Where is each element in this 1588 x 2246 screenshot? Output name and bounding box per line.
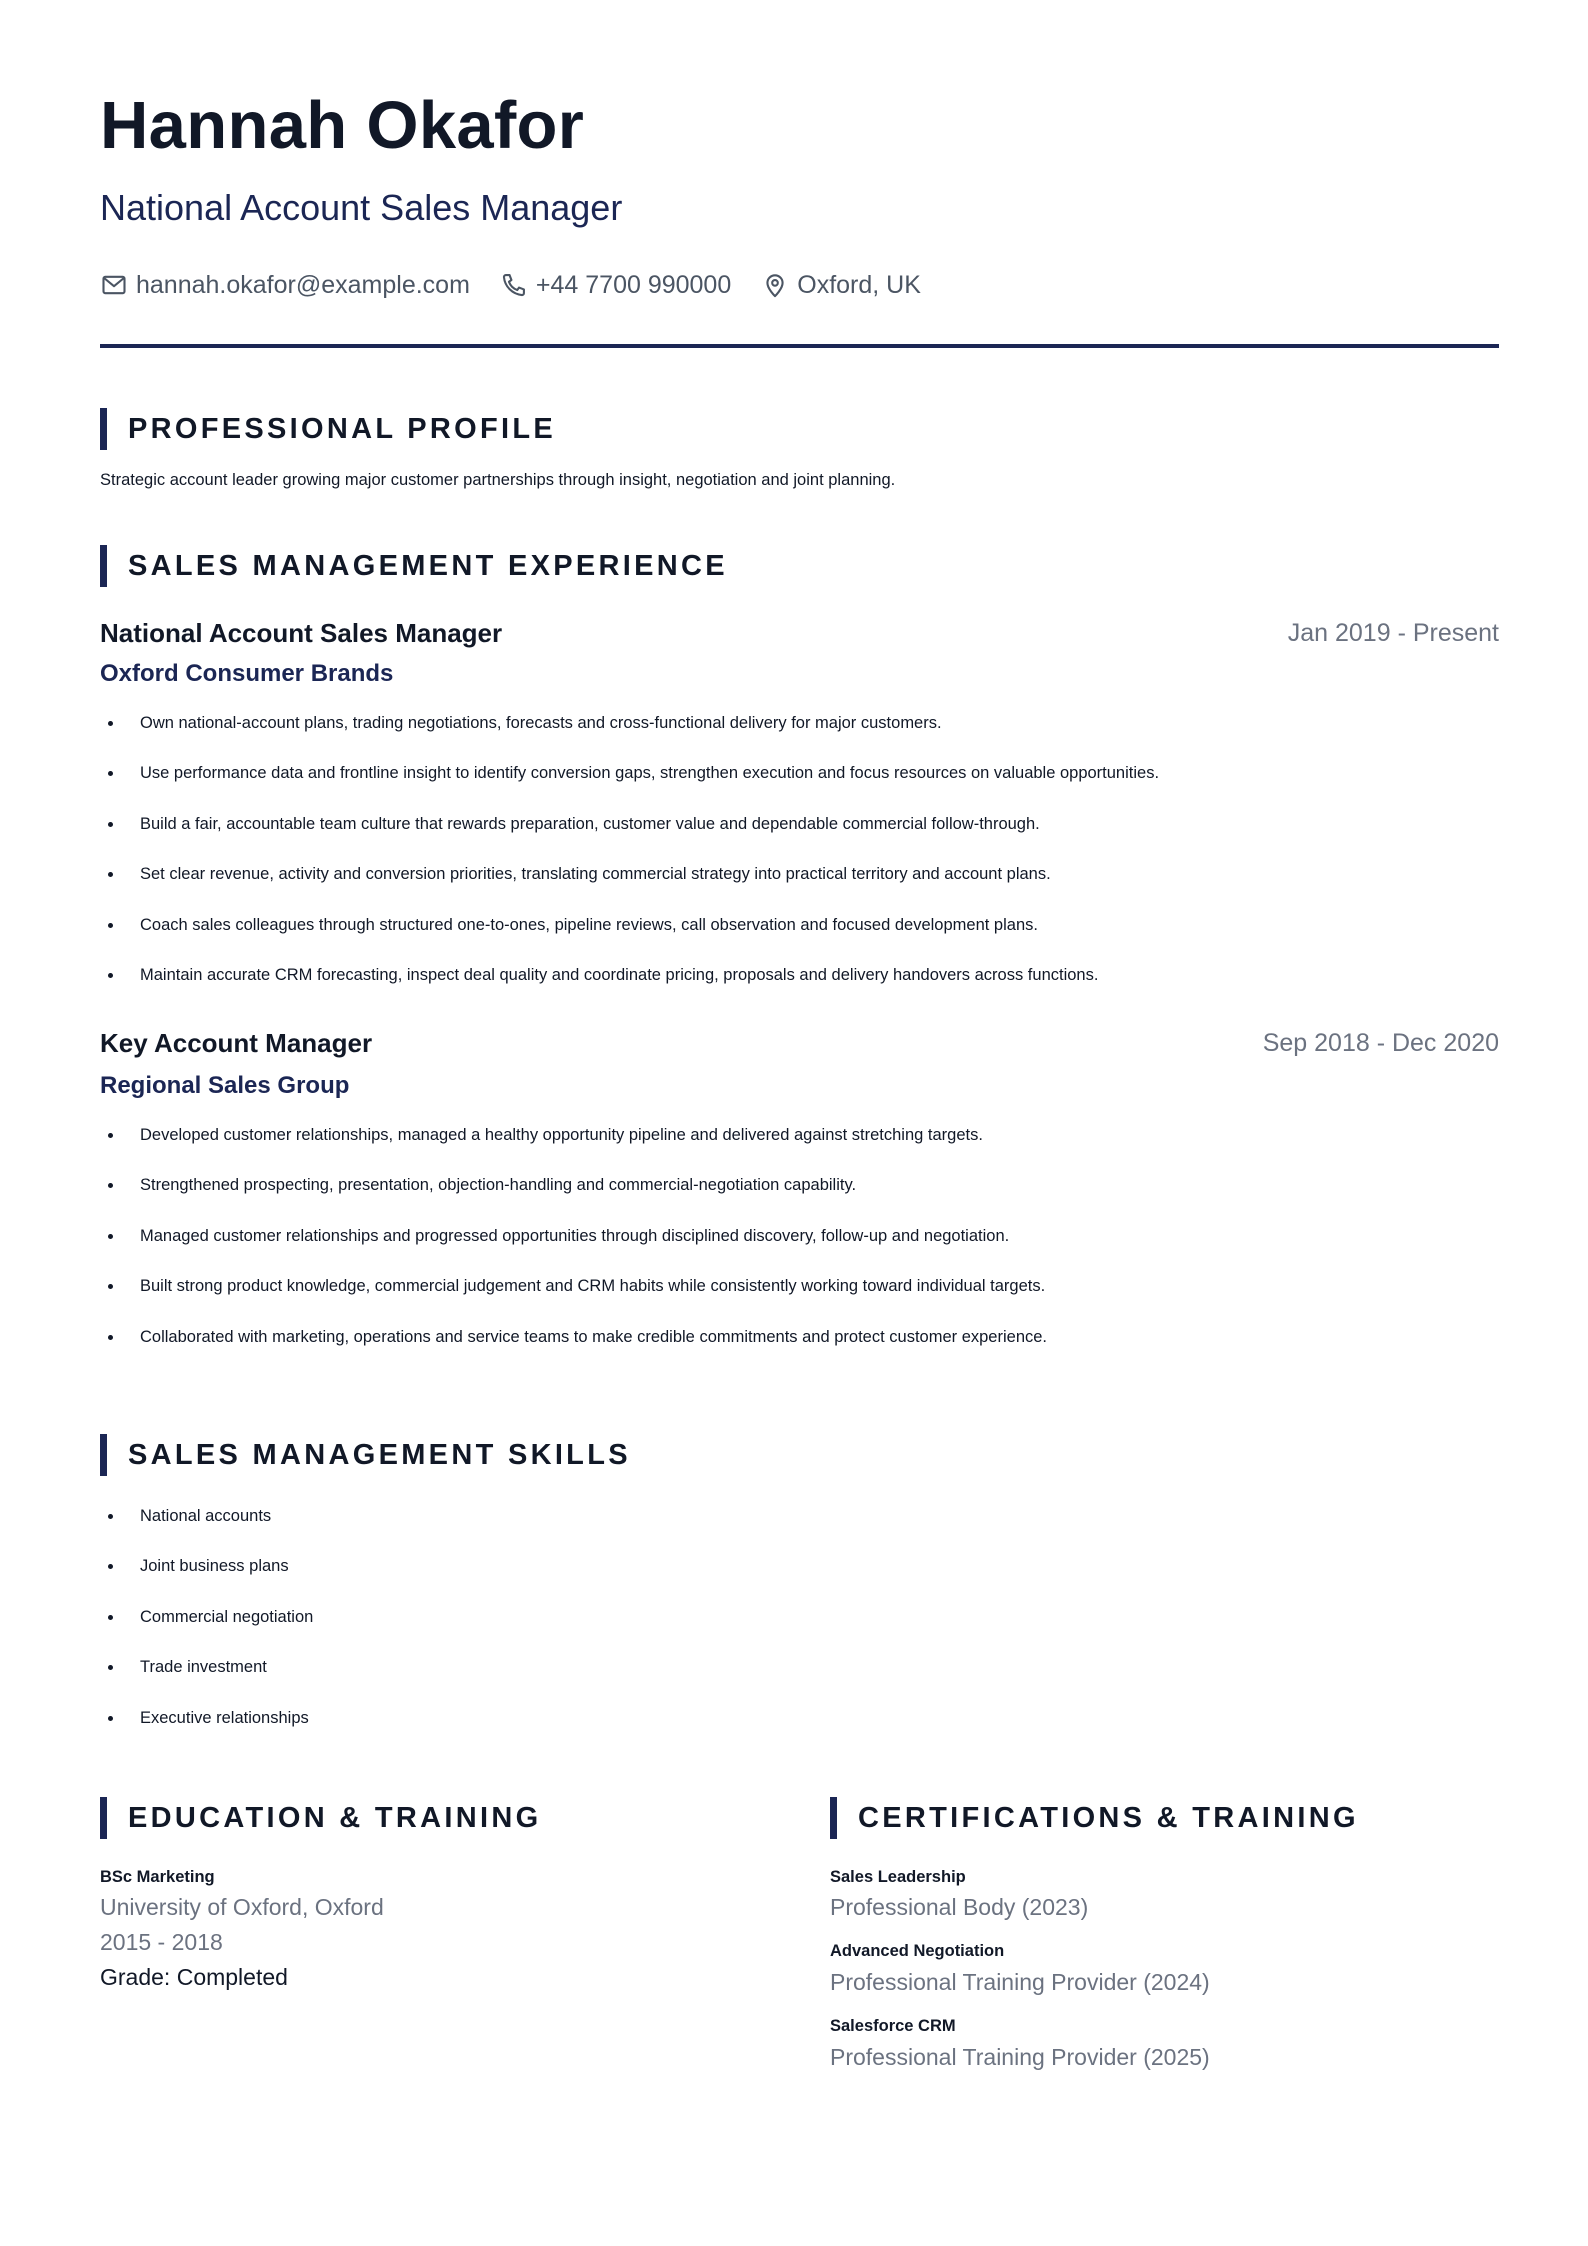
list-item: Collaborated with marketing, operations and service teams to make credible commitments and protect customer experience. — [100, 1327, 1499, 1377]
section-heading-education — [100, 1797, 541, 1839]
contact-phone[interactable] — [500, 271, 731, 299]
job-company: Regional Sales Group — [100, 1072, 350, 1099]
section-title: SALES MANAGEMENT EXPERIENCE — [128, 549, 728, 582]
section-heading-experience — [100, 545, 728, 587]
phone-icon — [500, 271, 528, 299]
skill-item: National accounts — [100, 1506, 1499, 1556]
job-dates: Jan 2019 - Present — [1287, 619, 1499, 647]
list-item: Maintain accurate CRM forecasting, inspect deal quality and coordinate pricing, proposals and delivery handovers across functions. — [100, 965, 1499, 1015]
section-accent-bar — [100, 545, 107, 587]
skills-list — [100, 1506, 1499, 1758]
list-item: Set clear revenue, activity and conversion priorities, translating commercial strategy into practical territory and account plans. — [100, 864, 1499, 914]
candidate-name: Hannah Okafor — [100, 88, 585, 163]
skill-item: Trade investment — [100, 1657, 1499, 1707]
section-title: SALES MANAGEMENT SKILLS — [128, 1438, 631, 1471]
job-bullet-list — [100, 713, 1499, 1015]
contact-row — [100, 271, 951, 299]
skill-item: Executive relationships — [100, 1708, 1499, 1758]
list-item: Use performance data and frontline insight to identify conversion gaps, strengthen execution and focus resources on valuable opportunities. — [100, 763, 1499, 813]
section-heading-profile — [100, 408, 556, 450]
section-accent-bar — [100, 1797, 107, 1839]
list-item: Build a fair, accountable team culture that rewards preparation, customer value and dependable commercial follow-through. — [100, 814, 1499, 864]
section-title: EDUCATION & TRAINING — [128, 1801, 542, 1834]
education-institution: University of Oxford, Oxford — [100, 1894, 384, 1920]
job-dates: Sep 2018 - Dec 2020 — [1262, 1029, 1499, 1057]
job-role: Key Account Manager — [100, 1028, 373, 1058]
candidate-title: National Account Sales Manager — [100, 187, 623, 228]
location-pin-icon — [761, 271, 789, 299]
contact-email[interactable] — [100, 271, 470, 299]
section-title: PROFESSIONAL PROFILE — [128, 412, 557, 445]
list-item: Managed customer relationships and progressed opportunities through disciplined discovery, follow-up and negotiation. — [100, 1226, 1499, 1276]
section-heading-certifications — [830, 1797, 1359, 1839]
section-accent-bar — [100, 1434, 107, 1476]
contact-phone-text: +44 7700 990000 — [535, 270, 732, 299]
certification-provider: Professional Training Provider (2025) — [830, 2044, 1210, 2070]
skill-item: Joint business plans — [100, 1556, 1499, 1606]
education-degree: BSc Marketing — [100, 1868, 215, 1886]
list-item: Own national-account plans, trading negotiations, forecasts and cross-functional delivery for major customers. — [100, 713, 1499, 763]
job-header — [100, 1028, 1499, 1060]
section-accent-bar — [100, 408, 107, 450]
list-item: Strengthened prospecting, presentation, objection-handling and commercial-negotiation capability. — [100, 1175, 1499, 1225]
job-role: National Account Sales Manager — [100, 618, 503, 648]
list-item: Coach sales colleagues through structured one-to-ones, pipeline reviews, call observation and focused development plans. — [100, 915, 1499, 965]
contact-location-text: Oxford, UK — [797, 270, 921, 299]
mail-icon — [100, 271, 128, 299]
list-item: Developed customer relationships, managed a healthy opportunity pipeline and delivered against stretching targets. — [100, 1125, 1499, 1175]
profile-summary: Strategic account leader growing major customer partnerships through insight, negotiation and joint planning. — [100, 471, 896, 489]
contact-location — [761, 271, 921, 299]
section-title: CERTIFICATIONS & TRAINING — [858, 1801, 1359, 1834]
section-heading-skills — [100, 1434, 631, 1476]
list-item: Built strong product knowledge, commercial judgement and CRM habits while consistently working toward individual targets. — [100, 1276, 1499, 1326]
job-bullet-list — [100, 1125, 1499, 1377]
header-divider — [100, 344, 1499, 348]
certification-name: Sales Leadership — [830, 1868, 966, 1886]
job-header — [100, 618, 1499, 650]
certification-name: Advanced Negotiation — [830, 1942, 1005, 1960]
certification-name: Salesforce CRM — [830, 2017, 956, 2035]
education-years: 2015 - 2018 — [100, 1929, 223, 1955]
skill-item: Commercial negotiation — [100, 1607, 1499, 1657]
contact-email-text: hannah.okafor@example.com — [136, 270, 470, 299]
certification-provider: Professional Body (2023) — [830, 1894, 1089, 1920]
job-company: Oxford Consumer Brands — [100, 660, 394, 687]
section-accent-bar — [830, 1797, 837, 1839]
certification-provider: Professional Training Provider (2024) — [830, 1969, 1210, 1995]
education-grade: Grade: Completed — [100, 1964, 288, 1990]
